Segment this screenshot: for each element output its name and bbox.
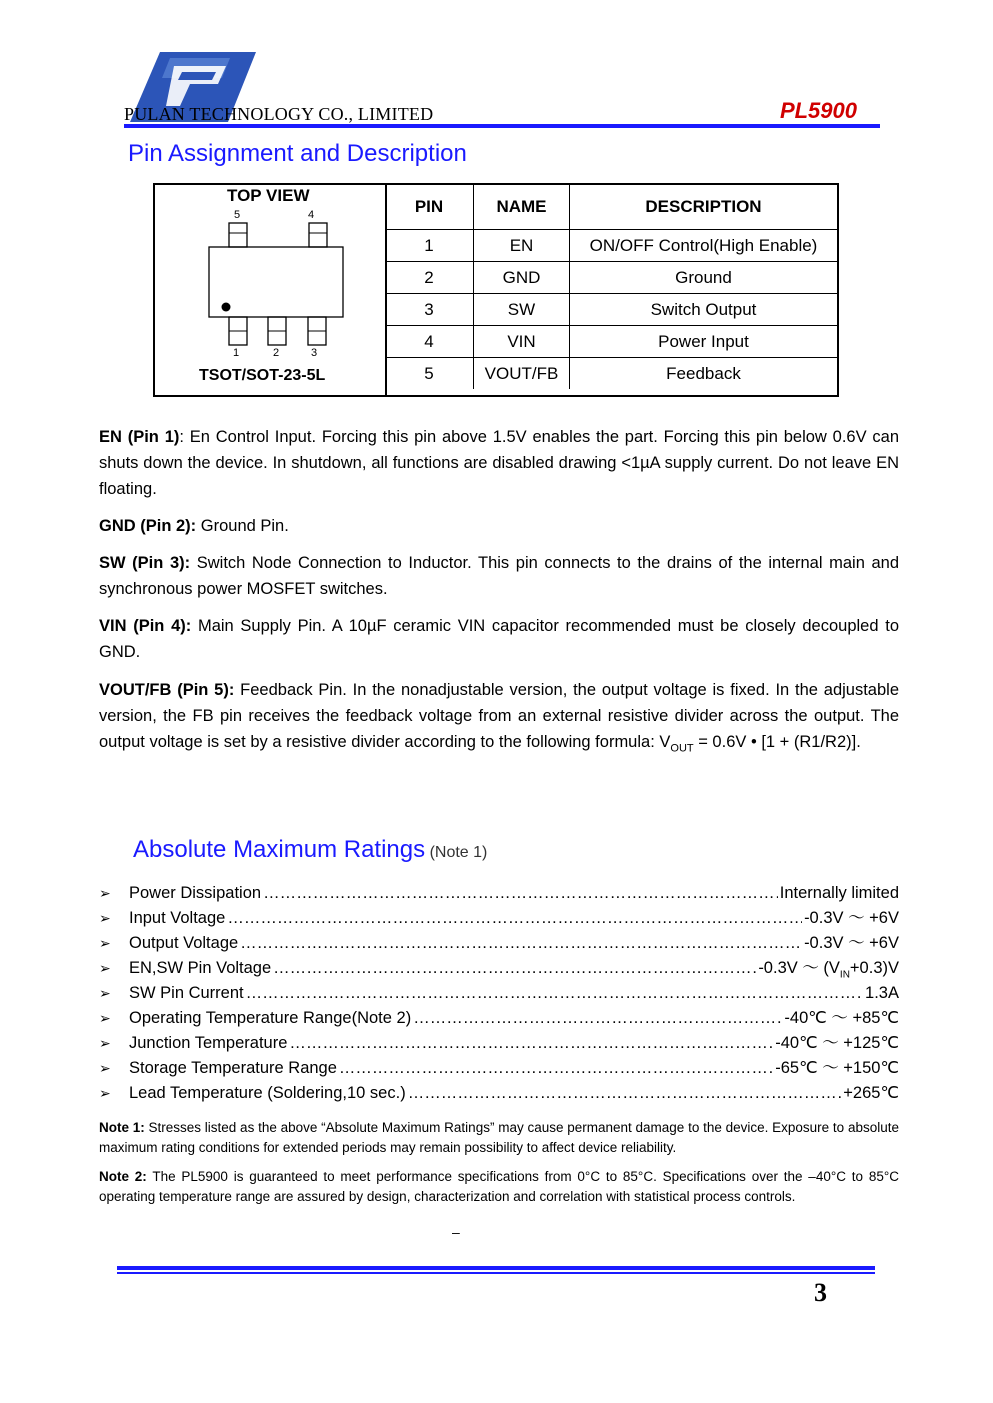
pin-cell: 2 — [385, 262, 474, 294]
note-2 — [99, 1167, 899, 1207]
note-text: Stresses listed as the above “Absolute Maximum Ratings” may cause permanent damage to the device. Exposure to absolute maximum rating conditions for extended periods may remain possibility to affect device reliability. — [99, 1120, 899, 1155]
rating-value-subscript: IN — [839, 969, 850, 981]
page-number: 3 — [814, 1278, 827, 1307]
table-row — [385, 358, 837, 390]
pin-table — [385, 185, 837, 389]
note-1 — [99, 1118, 899, 1158]
arrow-bullet-icon: ➢ — [99, 1060, 111, 1076]
rating-label: Operating Temperature Range(Note 2) — [129, 1009, 412, 1027]
arrow-bullet-icon: ➢ — [99, 985, 111, 1001]
arrow-bullet-icon: ➢ — [99, 935, 111, 951]
rating-value: 1.3A — [865, 984, 899, 1002]
pin-cell: 5 — [385, 358, 474, 390]
list-item — [99, 1056, 899, 1081]
rating-value: Internally limited — [779, 884, 899, 902]
rating-value — [756, 956, 899, 981]
name-cell: GND — [474, 262, 570, 294]
pin-number-1: 1 — [233, 347, 240, 359]
rating-value: -0.3V ～ +6V — [804, 934, 899, 952]
table-row — [385, 294, 837, 326]
description-label: EN (Pin 1) — [99, 428, 180, 446]
arrow-bullet-icon: ➢ — [99, 960, 111, 976]
rating-label: EN,SW Pin Voltage — [129, 959, 272, 977]
ratings-heading — [133, 836, 487, 864]
list-item — [99, 881, 899, 906]
pin-assignment-box — [153, 183, 839, 397]
rating-label: Power Dissipation — [129, 884, 262, 902]
rating-value: -40℃ ～ +85℃ — [784, 1009, 899, 1027]
dot-leader — [263, 881, 778, 906]
rating-label: Storage Temperature Range — [129, 1059, 337, 1077]
ratings-note-ref: (Note 1) — [429, 844, 488, 861]
pin-section-title: Pin Assignment and Description — [128, 140, 467, 167]
description-label: SW (Pin 3): — [99, 554, 191, 572]
dot-leader — [413, 1006, 782, 1031]
note-text: The PL5900 is guaranteed to meet performance specifications from 0°C to 85°C. Specifications over the –40°C to 85°C operating temperature range are assured by design, characterization and correlation with statistical process controls. — [99, 1169, 899, 1204]
rating-label: Output Voltage — [129, 934, 239, 952]
description-cell: ON/OFF Control(High Enable) — [570, 230, 838, 262]
rating-label: Junction Temperature — [129, 1034, 288, 1052]
note-label: Note 1: — [99, 1120, 145, 1135]
description-text: Ground Pin. — [196, 517, 289, 535]
dot-leader — [240, 931, 802, 956]
footer-dash: – — [452, 1224, 460, 1240]
description-subscript: OUT — [670, 742, 694, 755]
list-item — [99, 906, 899, 931]
list-item — [99, 1006, 899, 1031]
footer-rule — [117, 1266, 875, 1270]
arrow-bullet-icon: ➢ — [99, 885, 111, 901]
dot-leader — [227, 906, 802, 931]
pin-description-vin — [99, 613, 899, 665]
dot-leader — [246, 981, 863, 1006]
pin-number-3: 3 — [311, 347, 318, 359]
note-label: Note 2: — [99, 1169, 147, 1184]
rating-value: -65℃ ～ +150℃ — [775, 1059, 899, 1077]
list-item — [99, 956, 899, 981]
pin-number-4: 4 — [308, 209, 315, 221]
ratings-title: Absolute Maximum Ratings — [133, 836, 426, 863]
description-cell: Power Input — [570, 326, 838, 358]
arrow-bullet-icon: ➢ — [99, 1085, 111, 1101]
pin-description-sw — [99, 550, 899, 602]
pin-description-gnd — [99, 513, 899, 539]
description-cell: Ground — [570, 262, 838, 294]
table-row — [385, 230, 837, 262]
description-text: Switch Node Connection to Inductor. This pin connects to the drains of the internal main and synchronous power MOSFET switches. — [99, 554, 899, 598]
name-cell: VIN — [474, 326, 570, 358]
ratings-list — [99, 881, 899, 1106]
dot-leader — [339, 1056, 773, 1081]
dot-leader — [273, 956, 756, 981]
rating-value: +265℃ — [843, 1084, 899, 1102]
rating-value-tail: +0.3)V — [849, 959, 899, 977]
rating-value-main: -0.3V ～ (V — [758, 959, 840, 977]
package-label: TSOT/SOT-23-5L — [199, 367, 326, 384]
name-cell: SW — [474, 294, 570, 326]
description-tail: = 0.6V • [1 + (R1/R2)]. — [693, 733, 861, 751]
pin-cell: 3 — [385, 294, 474, 326]
pin-number-5: 5 — [234, 209, 241, 221]
description-text: : En Control Input. Forcing this pin above 1.5V enables the part. Forcing this pin below 0.6V can shuts down the device. In shutdown, all functions are disabled drawing <1µA supply current. Do not leave EN floating. — [99, 428, 899, 498]
pin-cell: 1 — [385, 230, 474, 262]
list-item — [99, 981, 899, 1006]
pin-number-2: 2 — [273, 347, 280, 359]
dot-leader — [408, 1081, 842, 1106]
rating-label: Lead Temperature (Soldering,10 sec.) — [129, 1084, 406, 1102]
description-text: Main Supply Pin. A 10µF ceramic VIN capacitor recommended must be closely decoupled to GND. — [99, 617, 899, 661]
rating-value: -40℃ ～ +125℃ — [775, 1034, 899, 1052]
dot-leader — [289, 1031, 773, 1056]
table-row — [385, 326, 837, 358]
arrow-bullet-icon: ➢ — [99, 1035, 111, 1051]
package-diagram — [155, 185, 387, 395]
rating-value: -0.3V ～ +6V — [804, 909, 899, 927]
company-name: PULAN TECHNOLOGY CO., LIMITED — [124, 104, 434, 124]
list-item — [99, 931, 899, 956]
list-item — [99, 1031, 899, 1056]
description-label: VOUT/FB (Pin 5): — [99, 681, 235, 699]
description-cell: Feedback — [570, 358, 838, 390]
header-rule — [124, 124, 880, 128]
pin-header: PIN — [385, 185, 474, 230]
description-header: DESCRIPTION — [570, 185, 838, 230]
description-text: Feedback Pin. In the nonadjustable version, the output voltage is fixed. In the adjustable version, the FB pin receives the feedback voltage from an external resistive divider across the output. The output voltage is set by a resistive divider according to the following formula: V — [99, 681, 900, 751]
name-cell: EN — [474, 230, 570, 262]
pin-description-vout — [99, 677, 899, 761]
name-header: NAME — [474, 185, 570, 230]
sot23-5-outline — [155, 185, 385, 395]
name-cell: VOUT/FB — [474, 358, 570, 390]
description-label: VIN (Pin 4): — [99, 617, 192, 635]
arrow-bullet-icon: ➢ — [99, 1010, 111, 1026]
list-item — [99, 1081, 899, 1106]
top-view-label: TOP VIEW — [227, 186, 310, 205]
rating-label: Input Voltage — [129, 909, 226, 927]
description-label: GND (Pin 2): — [99, 517, 197, 535]
table-row — [385, 262, 837, 294]
pin-cell: 4 — [385, 326, 474, 358]
part-number: PL5900 — [779, 98, 857, 123]
description-cell: Switch Output — [570, 294, 838, 326]
rating-label: SW Pin Current — [129, 984, 244, 1002]
arrow-bullet-icon: ➢ — [99, 910, 111, 926]
footer-rule-thin — [117, 1272, 875, 1274]
pin-description-en — [99, 424, 899, 502]
pin-table-header — [385, 185, 837, 230]
